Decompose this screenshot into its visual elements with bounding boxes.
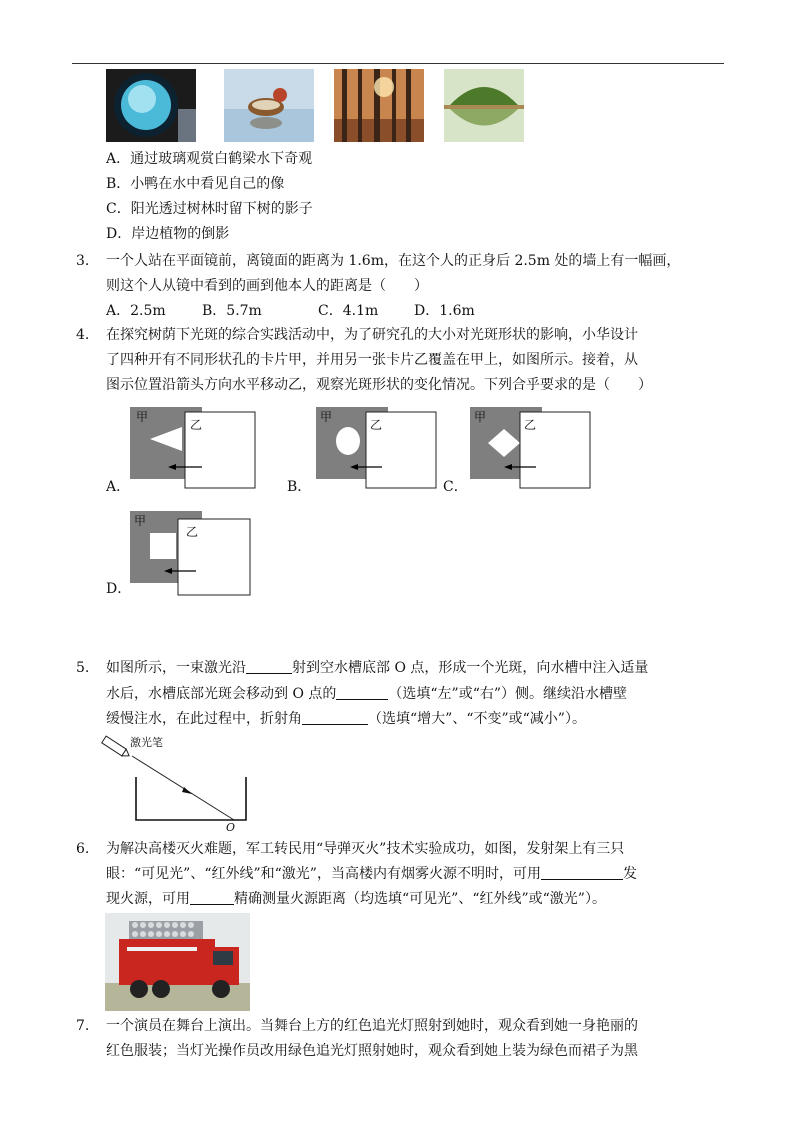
square-hole	[150, 533, 176, 559]
photo-underwater-window	[106, 69, 196, 142]
q5-line3-part-b: （选填“增大”、“不变”或“减小”）。	[368, 711, 586, 727]
q3-number: 3.	[76, 253, 90, 269]
q6-blank-1[interactable]	[541, 865, 623, 880]
point-o-label: O	[226, 821, 236, 834]
q5-number: 5.	[76, 660, 90, 676]
card-c-jia: 甲	[474, 410, 487, 424]
q5-blank-3[interactable]	[302, 710, 368, 725]
q5-blank-1[interactable]	[246, 659, 292, 674]
q2-option-a: A．通过玻璃观赏白鹤梁水下奇观	[106, 151, 313, 167]
q6-line1: 为解决高楼灭火难题，军工转民用“导弹灭火”技术实验成功，如图，发射架上有三只	[106, 841, 625, 857]
card-a-yi: 乙	[190, 418, 203, 432]
q6-line2-part-b: 发	[622, 866, 637, 882]
q2-option-d: D．岸边植物的倒影	[106, 226, 230, 242]
q6-line2-part-a: 眼：“可见光”、“红外线”和“激光”，当高楼内有烟雾火源不明时，可用	[106, 866, 541, 882]
q5-line1-part-a: 如图所示，一束激光沿	[106, 660, 246, 676]
photo-forest-sunlight	[334, 69, 424, 142]
q4-line3: 图示位置沿箭头方向水平移动乙，观察光斑形状的变化情况。下列合乎要求的是（ ）	[106, 377, 652, 393]
card-d-jia: 甲	[134, 514, 147, 528]
card-b-jia: 甲	[320, 410, 333, 424]
q6-number: 6.	[76, 841, 90, 857]
q4-option-d-label: D．	[106, 581, 132, 597]
laser-pen-label: 激光笔	[130, 736, 163, 749]
q5-line2-part-b: （选填“左”或“右”）侧。继续沿水槽壁	[388, 686, 628, 702]
q4-line1: 在探究树荫下光斑的综合实践活动中，为了研究孔的大小对光斑形状的影响，小华设计	[106, 327, 638, 343]
photo-plant-reflection	[444, 69, 524, 142]
q2-option-b: B．小鸭在水中看见自己的像	[106, 176, 285, 192]
photo-duck-reflection	[224, 69, 314, 142]
fire-truck-photo	[105, 913, 250, 1011]
q5-line2	[106, 684, 627, 704]
q6-line3-part-a: 现火源，可用	[106, 891, 190, 907]
q4-option-a-label: A．	[106, 479, 131, 495]
q3-options	[106, 301, 475, 321]
q5-line1-part-b: 射到空水槽底部 O 点，形成一个光斑，向水槽中注入适量	[292, 660, 649, 676]
q7-line2: 红色服装；当灯光操作员改用绿色追光灯照射她时，观众看到她上装为绿色而裙子为黑	[106, 1043, 638, 1059]
header-rule	[72, 63, 724, 64]
card-b-yi: 乙	[370, 418, 383, 432]
q5-line3-part-a: 缓慢注水，在此过程中，折射角	[106, 711, 302, 727]
q4-number: 4.	[76, 327, 90, 343]
q5-line3	[106, 709, 586, 729]
q6-line2	[106, 864, 637, 884]
card-d-yi: 乙	[186, 525, 199, 539]
q5-blank-2[interactable]	[336, 685, 388, 700]
q4-option-b-label: B．	[287, 479, 312, 495]
card-c-yi: 乙	[524, 418, 537, 432]
q5-line1	[106, 658, 648, 678]
q5-line2-part-a: 水后，水槽底部光斑会移动到 O 点的	[106, 686, 337, 702]
card-a-jia: 甲	[136, 410, 149, 424]
q3-line2: 则这个人从镜中看到的画到他本人的距离是（ ）	[106, 278, 428, 294]
q6-line3	[106, 889, 606, 909]
circle-hole	[336, 427, 360, 455]
q6-line3-part-b: 精确测量火源距离（均选填“可见光”、“红外线”或“激光”）。	[234, 891, 606, 907]
q4-line2: 了四种开有不同形状孔的卡片甲，并用另一张卡片乙覆盖在甲上，如图所示。接着，从	[106, 352, 638, 368]
q3-option-d: D．1.6m	[414, 303, 475, 319]
q3-option-c: C．4.1m	[318, 303, 379, 319]
q3-option-b: B．5.7m	[202, 303, 262, 319]
q2-option-c: C．阳光透过树林时留下树的影子	[106, 201, 313, 217]
q6-blank-2[interactable]	[190, 890, 234, 905]
laser-tank-diagram	[100, 732, 260, 834]
q3-option-a: A．2.5m	[106, 303, 166, 319]
q7-number: 7.	[76, 1018, 90, 1034]
q7-line1: 一个演员在舞台上演出。当舞台上方的红色追光灯照射到她时，观众看到她一身艳丽的	[106, 1018, 638, 1034]
q3-line1: 一个人站在平面镜前，离镜面的距离为 1.6m，在这个人的正身后 2.5m 处的墙上有一幅画，	[106, 253, 681, 269]
q4-option-c-label: C．	[443, 479, 468, 495]
